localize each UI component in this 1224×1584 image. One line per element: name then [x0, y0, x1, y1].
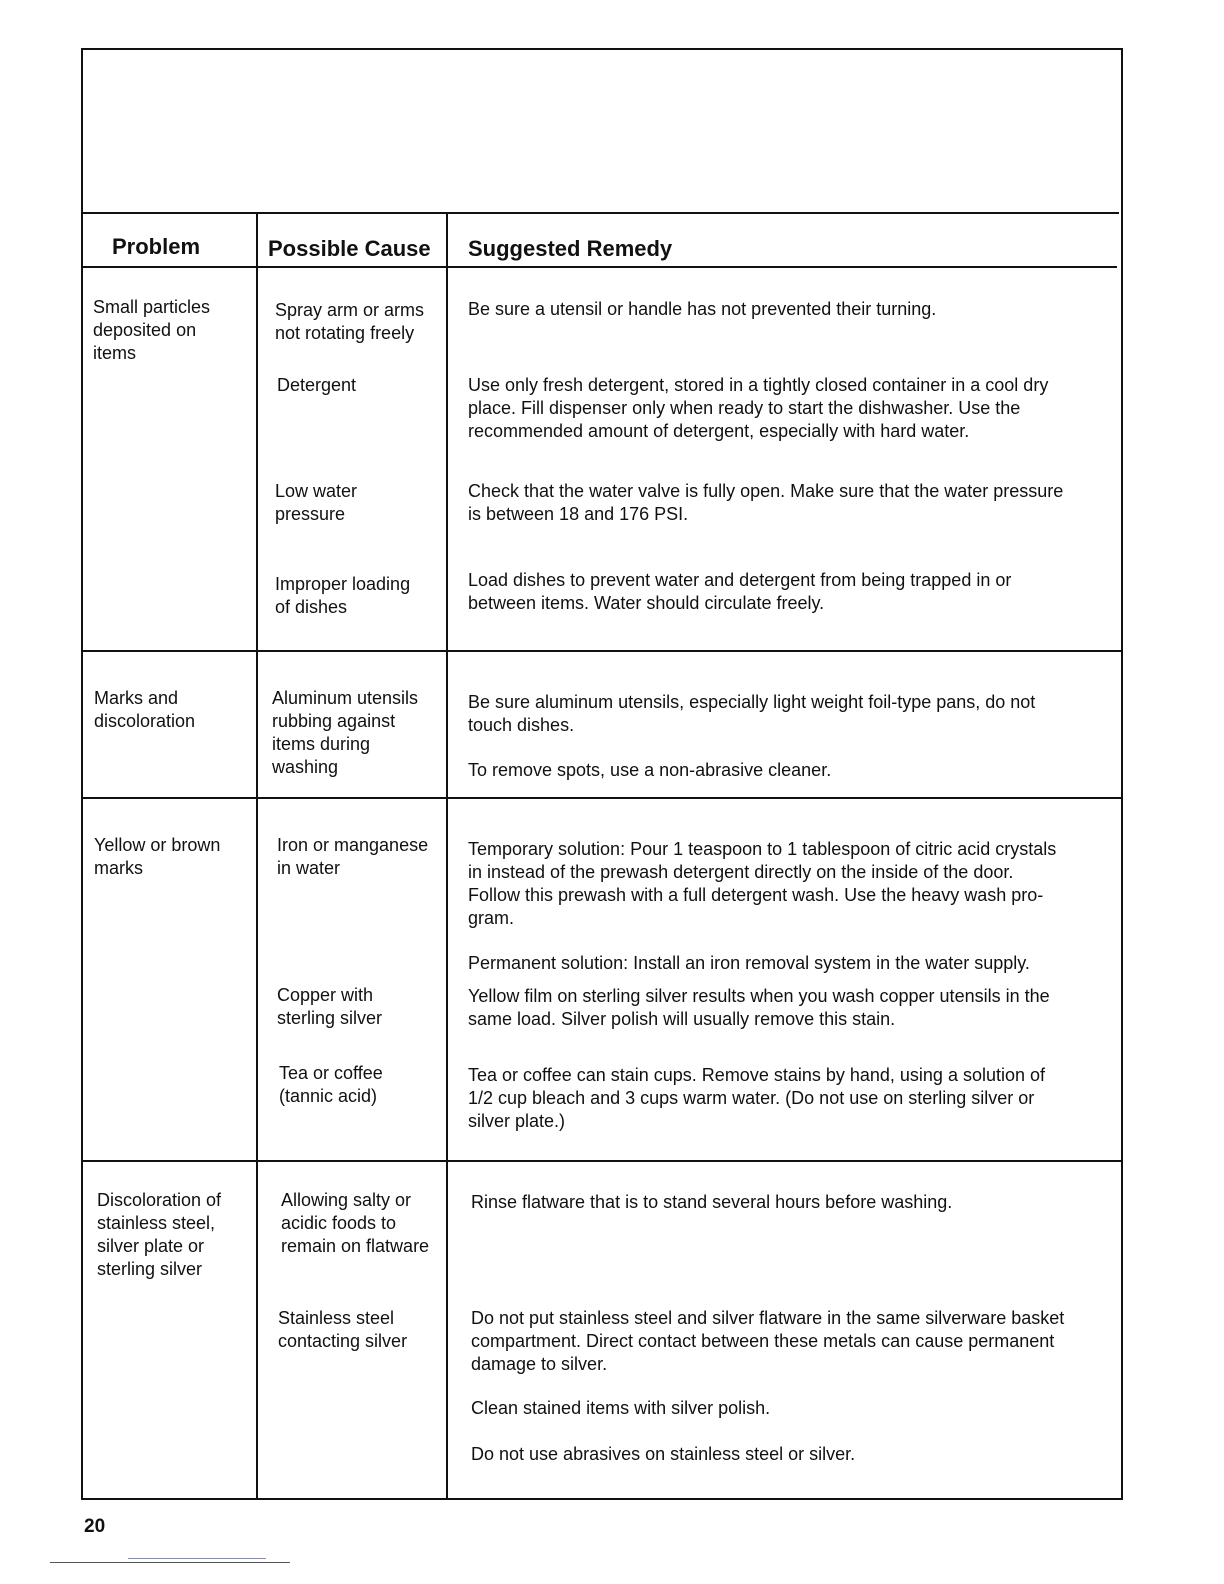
section-divider — [83, 1160, 1123, 1162]
header-top-rule — [81, 212, 1119, 214]
remedy-cell: Clean stained items with silver polish. — [471, 1398, 771, 1418]
header-suggested-remedy: Suggested Remedy — [468, 236, 673, 261]
remedy-cell: Permanent solution: Install an iron removal system in the water supply. — [468, 953, 1030, 973]
cause-cell: Allowing salty or acidic foods to remain on flatware — [281, 1190, 430, 1256]
cause-cell: Improper loading of dishes — [275, 574, 411, 617]
remedy-cell: Do not use abrasives on stainless steel or silver. — [471, 1444, 856, 1464]
problem-cell: Discoloration of stainless steel, silver plate or sterling silver — [97, 1190, 222, 1279]
problem-cell: Yellow or brown marks — [94, 835, 221, 878]
column-divider — [446, 212, 448, 1500]
cause-cell: Spray arm or arms not rotating freely — [275, 300, 425, 343]
remedy-cell: To remove spots, use a non-abrasive cleaner. — [468, 760, 832, 780]
header-problem: Problem — [112, 234, 201, 259]
cause-cell: Tea or coffee (tannic acid) — [279, 1063, 383, 1106]
column-divider — [256, 212, 258, 1500]
cause-cell: Aluminum utensils rubbing against items during washing — [272, 688, 419, 777]
remedy-cell: Load dishes to prevent water and detergent from being trapped in or between items. Water should circulate freely. — [468, 570, 1012, 613]
cause-cell: Low water pressure — [275, 481, 358, 524]
cause-cell: Stainless steel contacting silver — [278, 1308, 408, 1351]
remedy-cell: Be sure aluminum utensils, especially light weight foil-type pans, do not touch dishes. — [468, 692, 1036, 735]
remedy-cell: Tea or coffee can stain cups. Remove stains by hand, using a solution of 1/2 cup bleach and 3 cups warm water. (Do not use on sterling silver or silver plate.) — [468, 1065, 1046, 1131]
problem-cell: Marks and discoloration — [94, 688, 196, 731]
remedy-cell: Yellow film on sterling silver results when you wash copper utensils in the same load. Silver polish will usually remove this stain. — [468, 986, 1050, 1029]
header-bottom-rule — [81, 266, 1117, 268]
remedy-cell: Check that the water valve is fully open. Make sure that the water pressure is between 18 and 176 PSI. — [468, 481, 1064, 524]
page-number: 20 — [84, 1516, 106, 1537]
header-possible-cause: Possible Cause — [268, 236, 431, 261]
problem-cell: Small particles deposited on items — [93, 297, 211, 363]
cause-cell: Copper with sterling silver — [277, 985, 383, 1028]
remedy-cell: Do not put stainless steel and silver flatware in the same silverware basket compartment. Direct contact between these metals can cause permanent damage to silver. — [471, 1308, 1065, 1374]
cause-cell: Iron or manganese in water — [277, 835, 429, 878]
remedy-cell: Temporary solution: Pour 1 teaspoon to 1 tablespoon of citric acid crystals in instead of the prewash detergent directly on the inside of the door. Follow this prewash with a full detergent wash. Use the heavy wash pro- gram. — [468, 839, 1057, 928]
section-divider — [81, 650, 1123, 652]
remedy-cell: Use only fresh detergent, stored in a tightly closed container in a cool dry place. Fill dispenser only when ready to start the dishwasher. Use the recommended amount of detergent, especially with hard water. — [468, 375, 1049, 441]
cause-cell: Detergent — [277, 375, 357, 395]
footer-rule-accent — [128, 1558, 266, 1559]
footer-rule — [50, 1562, 290, 1563]
section-divider — [81, 797, 1123, 799]
remedy-cell: Be sure a utensil or handle has not prevented their turning. — [468, 299, 937, 319]
remedy-cell: Rinse flatware that is to stand several hours before washing. — [471, 1192, 953, 1212]
